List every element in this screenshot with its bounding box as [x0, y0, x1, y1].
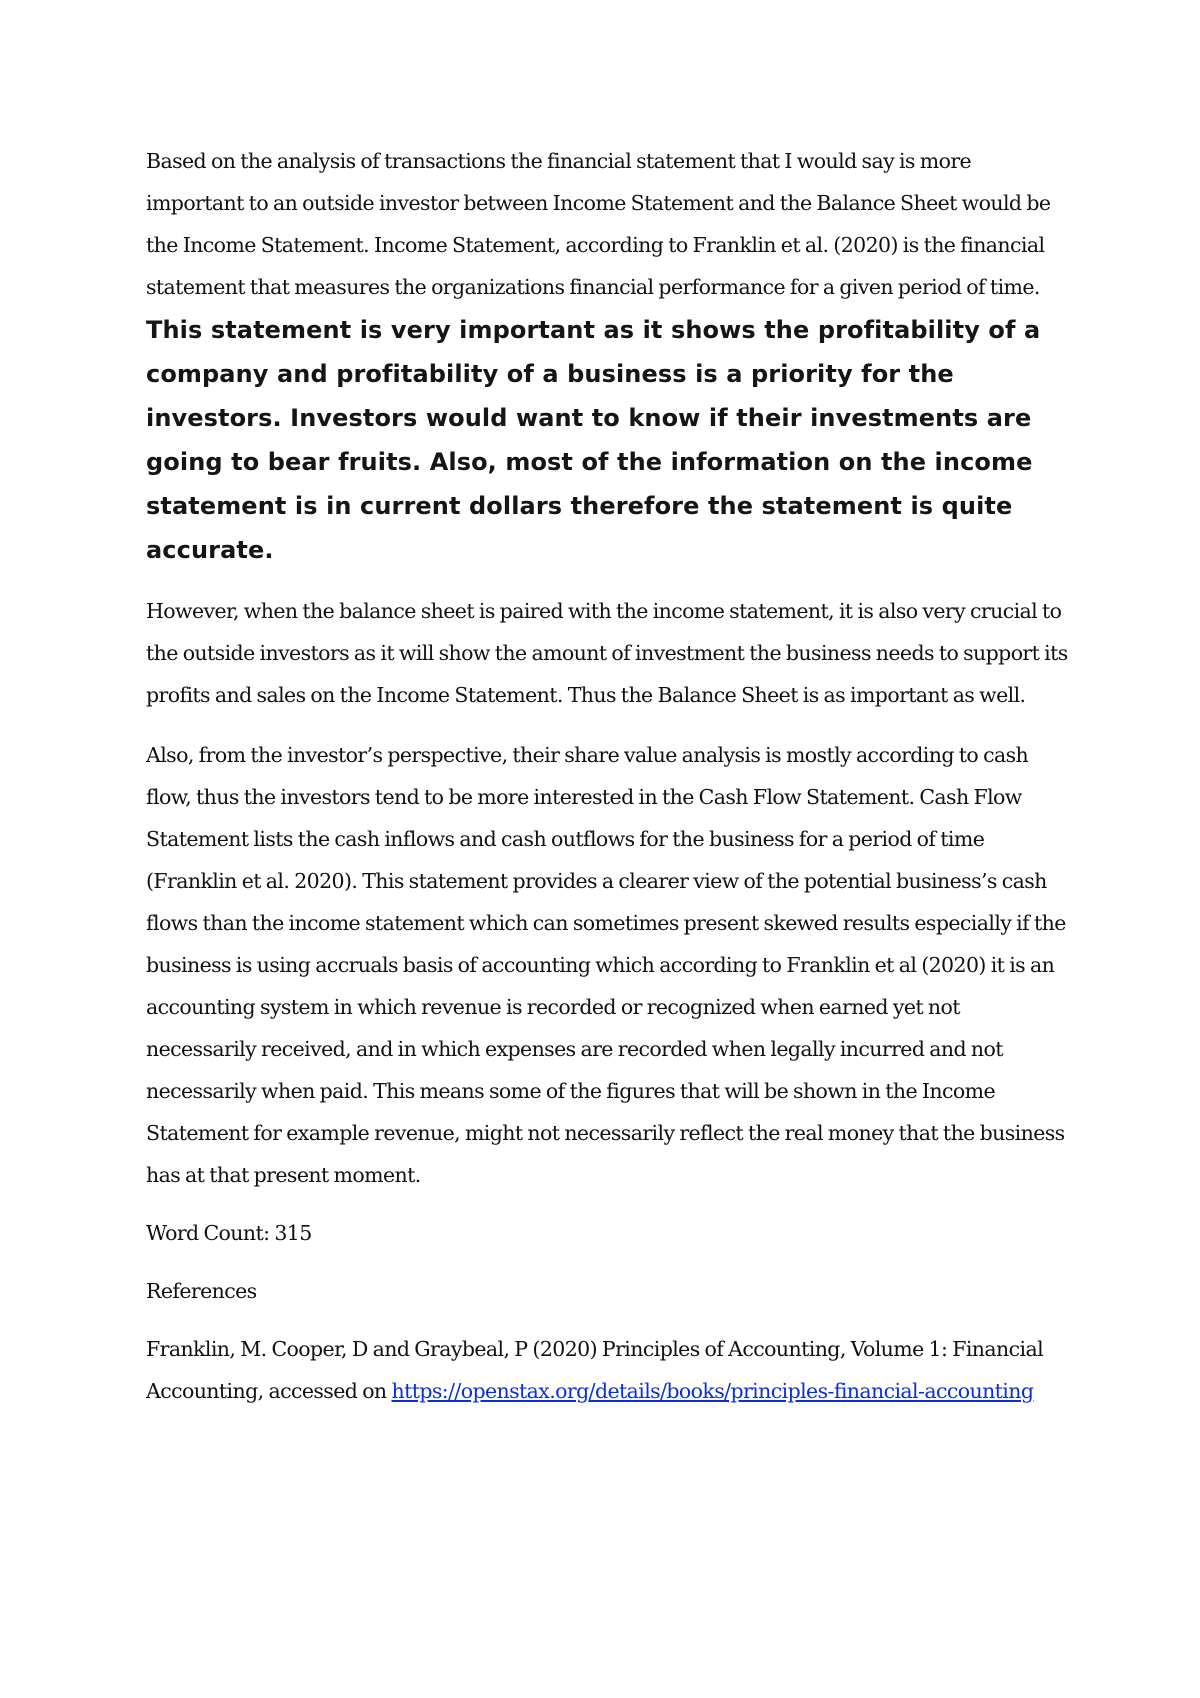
word-count: Word Count: 315: [146, 1221, 312, 1245]
reference-link[interactable]: https://openstax.org/details/books/principles-financial-accounting: [391, 1379, 1034, 1403]
paragraph-cash-flow: Also, from the investor’s perspective, their share value analysis is mostly according to cash flow, thus the investors tend to be more interested in the Cash Flow Statement. Cash Flow Statement lists the cash inflows and cash outflows for the business for a period of time (Franklin et al. 2020). This statement provides a clearer view of the potential business’s cash flows than the income statement which can sometimes present skewed results especially if the business is using accruals basis of accounting which according to Franklin et al (2020) it is an accounting system in which revenue is recorded or recognized when earned yet not necessarily received, and in which expenses are recorded when legally incurred and not necessarily when paid. This means some of the figures that will be shown in the Income Statement for example revenue, might not necessarily reflect the real money that the business has at that present moment.: [146, 743, 1066, 1187]
reference-text: Franklin, M. Cooper, D and Graybeal, P (2020) Principles of Accounting, Volume 1: Financial Accounting, accessed on: [146, 1337, 1044, 1403]
document-page: [146, 140, 1071, 1412]
reference-entry: [146, 1328, 1071, 1412]
paragraph-intro-emphasis: This statement is very important as it shows the profitability of a company and profitability of a business is a priority for the investors. Investors would want to know if their investments are going to bear fruits. Also, most of the information on the income statement is in current dollars therefore the statement is quite accurate.: [146, 316, 1041, 564]
paragraph-intro: Based on the analysis of transactions the financial statement that I would say is more important to an outside investor between Income Statement and the Balance Sheet would be the Income Statement. Income Statement, according to Franklin et al. (2020) is the financial statement that measures the organizations financial performance for a given period of time.: [146, 149, 1051, 299]
references-heading: References: [146, 1279, 257, 1303]
paragraph-balance-sheet: However, when the balance sheet is paired with the income statement, it is also very crucial to the outside investors as it will show the amount of investment the business needs to support its profits and sales on the Income Statement. Thus the Balance Sheet is as important as well.: [146, 599, 1068, 707]
